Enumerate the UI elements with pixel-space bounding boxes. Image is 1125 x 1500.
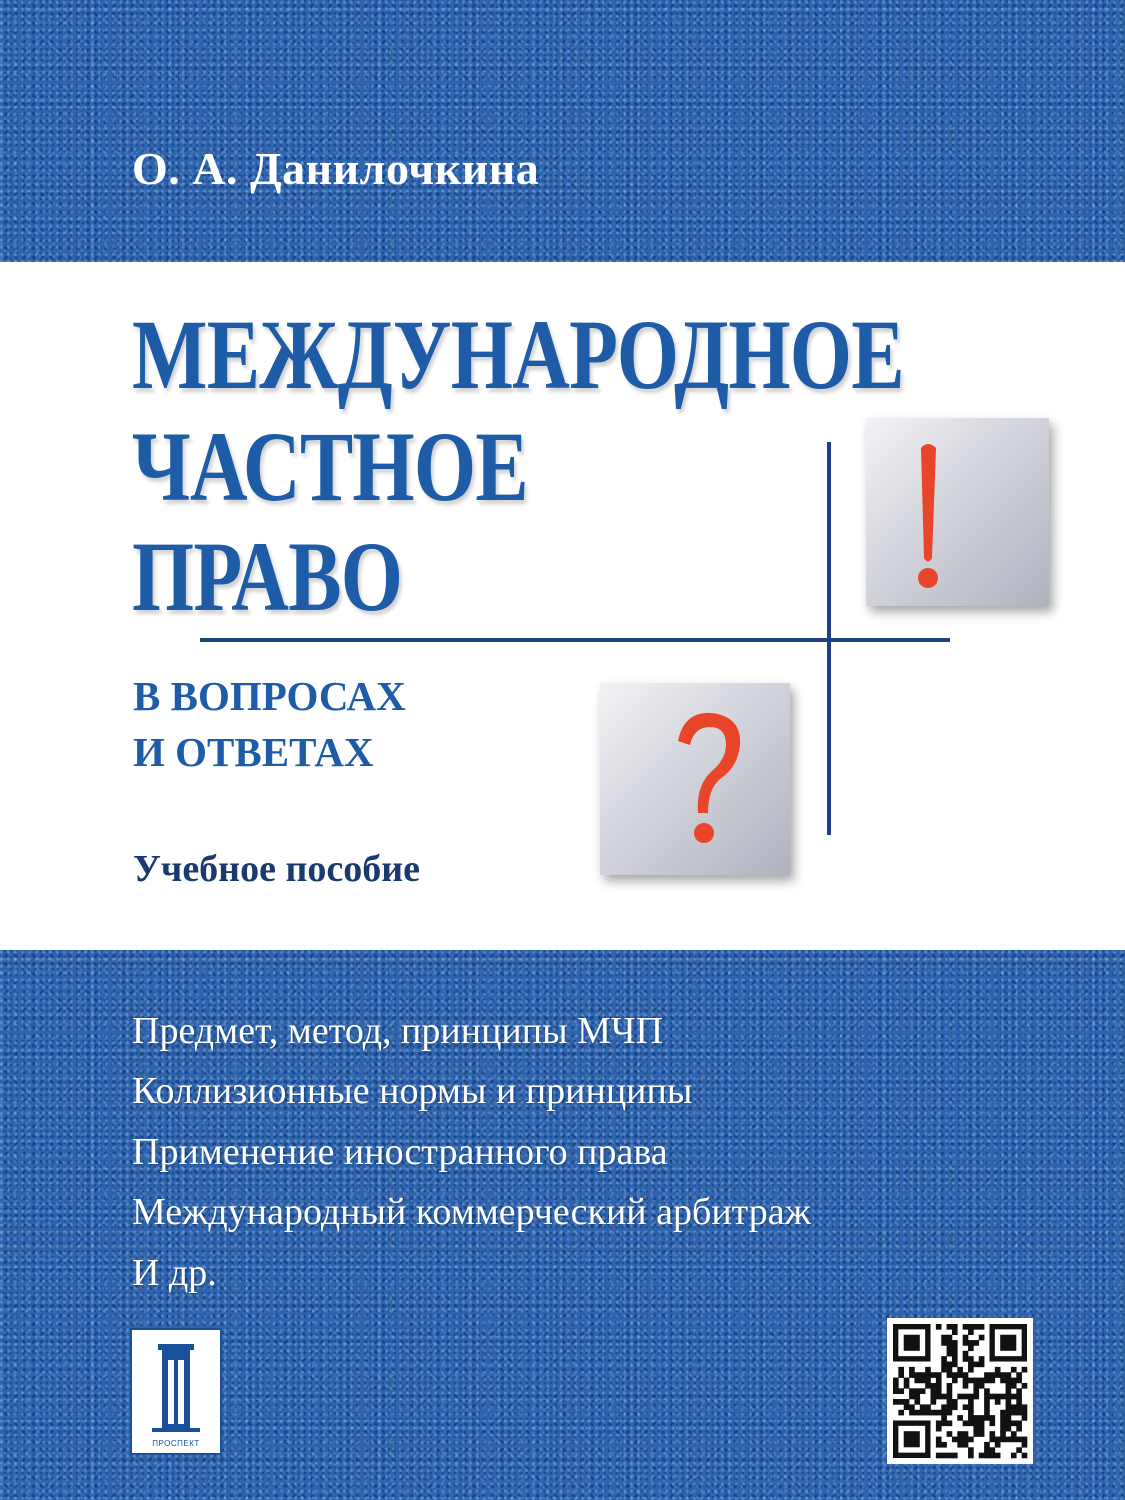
author-name: О. А. Данилочкина xyxy=(132,143,540,194)
book-type-label: Учебное пособие xyxy=(133,848,420,890)
topic-item: И др. xyxy=(132,1252,217,1294)
publisher-building-icon xyxy=(132,1330,220,1440)
publisher-logo xyxy=(130,1328,222,1455)
vertical-divider xyxy=(827,442,831,835)
top-textured-band xyxy=(0,0,1125,262)
exclamation-mark-icon xyxy=(866,418,1049,606)
question-mark-icon xyxy=(600,683,790,875)
title-line-2: ЧАСТНОЕ xyxy=(132,411,528,522)
topic-item: Применение иностранного права xyxy=(132,1131,668,1173)
topic-item: Коллизионные нормы и принципы xyxy=(132,1070,693,1112)
topic-item: Международный коммерческий арбитраж xyxy=(132,1191,811,1233)
topic-item: Предмет, метод, принципы МЧП xyxy=(132,1010,664,1052)
title-line-1: МЕЖДУНАРОДНОЕ xyxy=(132,299,904,410)
qr-code-icon xyxy=(887,1318,1033,1464)
subtitle-line-1: В ВОПРОСАХ xyxy=(133,673,406,719)
subtitle-line-2: И ОТВЕТАХ xyxy=(133,729,374,775)
publisher-name: ПРОСПЕКТ xyxy=(152,1439,200,1448)
exclamation-tile xyxy=(866,418,1049,606)
horizontal-divider xyxy=(200,638,950,642)
title-line-3: ПРАВО xyxy=(132,521,403,632)
question-tile xyxy=(600,683,790,875)
